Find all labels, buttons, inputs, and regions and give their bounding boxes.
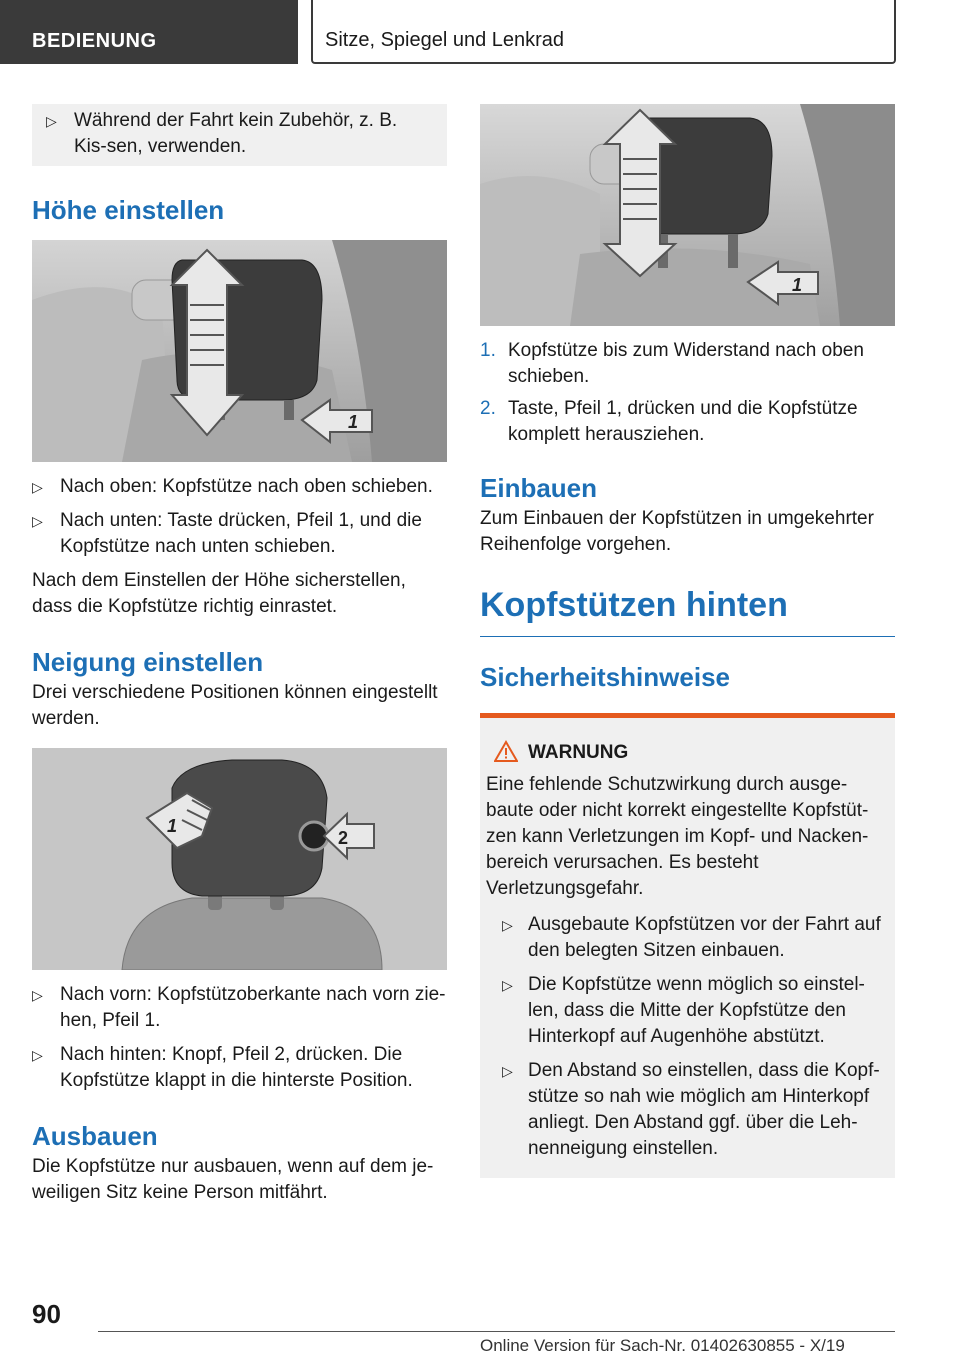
section-tab: BEDIENUNG (0, 0, 298, 64)
triangle-bullet-icon: ▷ (502, 1063, 513, 1079)
heading-einbauen: Einbauen (480, 473, 598, 503)
heading-rule (480, 636, 895, 637)
warning-text: Eine fehlende Schutzwirkung durch ausge‐baute oder nicht korrekt eingestellte Kopfstüt‐zen kann Verletzungen im Kopf- und Nacken‐bereich verursachen. Es besteht Verletzungsgefahr. (486, 774, 869, 899)
triangle-bullet-icon: ▷ (46, 113, 57, 129)
heading-ausbauen: Ausbauen (32, 1121, 158, 1151)
right-column (480, 104, 895, 1178)
bullet-forward: ▷ Nach vorn: Kopfstützoberkante nach vorn zie‐hen, Pfeil 1. (32, 984, 446, 1031)
headrest-height-photo (32, 240, 447, 462)
triangle-bullet-icon: ▷ (502, 917, 513, 933)
arrow-label-1: 1 (167, 816, 178, 836)
triangle-bullet-icon: ▷ (32, 479, 43, 495)
bullet-down: ▷ Nach unten: Taste drücken, Pfeil 1, und die Kopfstütze nach unten schieben. (32, 510, 422, 557)
heading-sicherheitshinweise: Sicherheitshinweise (480, 662, 730, 692)
bullet-up: ▷ Nach oben: Kopfstütze nach oben schieben. (32, 474, 447, 500)
heading-kopfstuetzen-hinten: Kopfstützen hinten (480, 586, 788, 624)
neigung-intro: Drei verschiedene Positionen können eingestellt werden. (32, 682, 438, 729)
headrest-tilt-illustration (32, 748, 447, 970)
bullet-back: ▷ Nach hinten: Knopf, Pfeil 2, drücken. Die Kopfstütze klappt in die hinterste Position. (32, 1044, 413, 1091)
page-number: 90 (32, 1299, 61, 1329)
note-text: Während der Fahrt kein Zubehör, z. B. Kis‐sen, verwenden. (74, 110, 398, 157)
headrest-height-illustration (32, 240, 447, 462)
note-box (32, 104, 447, 166)
headrest-removal-photo (480, 104, 895, 326)
step-2: 2. Taste, Pfeil 1, drücken und die Kopfstütze komplett herausziehen. (480, 398, 858, 445)
ausbauen-paragraph: Die Kopfstütze nur ausbauen, wenn auf dem je‐weiligen Sitz keine Person mitfährt. (32, 1156, 434, 1203)
warning-bullet-2: ▷ Die Kopfstütze wenn möglich so einstel‐len, dass die Mitte der Kopfstütze den Hinterkopf auf Augenhöhe abstützt. (502, 974, 865, 1047)
warning-triangle-icon (494, 740, 518, 770)
left-column (32, 104, 447, 1206)
arrow-label-2: 2 (338, 828, 349, 848)
heading-neigung: Neigung einstellen (32, 647, 264, 677)
note-bullet (46, 108, 433, 160)
hoehe-paragraph: Nach dem Einstellen der Höhe sicherstellen, dass die Kopfstütze richtig einrastet. (32, 570, 406, 617)
warning-box (480, 713, 895, 1178)
arrow-label-1: 1 (792, 275, 803, 295)
headrest-tilt-photo (32, 748, 447, 970)
warning-title: WARNUNG (486, 740, 889, 766)
triangle-bullet-icon: ▷ (32, 1047, 43, 1063)
einbauen-paragraph: Zum Einbauen der Kopfstützen in umgekehrter Reihenfolge vorgehen. (480, 508, 874, 555)
arrow-label-1: 1 (348, 412, 359, 432)
chapter-title: Sitze, Spiegel und Lenkrad (311, 0, 896, 64)
warning-bullet-3: ▷ Den Abstand so einstellen, dass die Kopf‐stütze so nah wie möglich am Hinterkopf anliegt. Den Abstand ggf. über die Leh‐nenneigung einstellen. (502, 1060, 880, 1159)
heading-hoehe: Höhe einstellen (32, 195, 225, 225)
triangle-bullet-icon: ▷ (32, 513, 43, 529)
step-1: 1. Kopfstütze bis zum Widerstand nach oben schieben. (480, 340, 864, 387)
footer-rule (98, 1331, 895, 1332)
page-header (0, 0, 960, 64)
triangle-bullet-icon: ▷ (32, 987, 43, 1003)
warning-bullet-1: ▷ Ausgebaute Kopfstützen vor der Fahrt auf den belegten Sitzen einbauen. (502, 914, 881, 961)
triangle-bullet-icon: ▷ (502, 977, 513, 993)
footer-text: Online Version für Sach-Nr. 01402630855 - X/19 (480, 1336, 845, 1355)
headrest-removal-illustration (480, 104, 895, 326)
